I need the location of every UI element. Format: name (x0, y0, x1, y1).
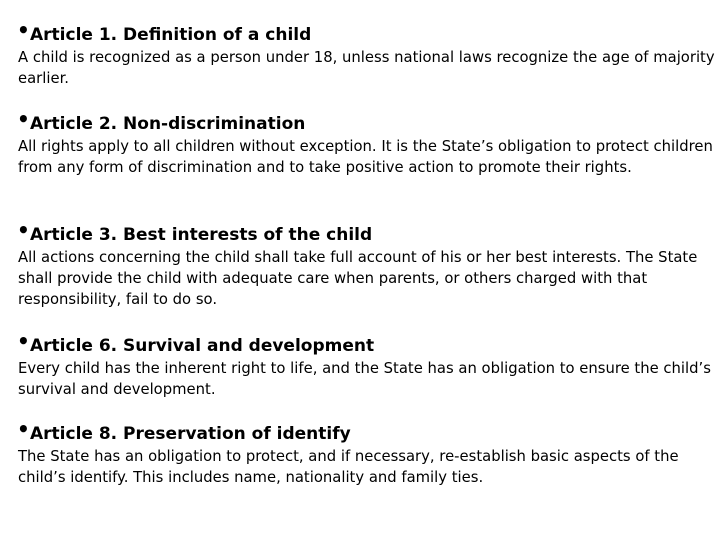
bullet-icon: • (17, 417, 30, 441)
article-heading-text: Article 3. Best interests of the child (30, 225, 373, 245)
article-item (0, 107, 720, 178)
article-heading (0, 18, 720, 46)
article-item (0, 329, 720, 400)
bullet-icon: • (17, 218, 30, 242)
article-body: All actions concerning the child shall take full account of his or her best interests. The State shall provide the child with adequate care when parents, or others charged with that responsibility, fail to do so. (18, 249, 698, 308)
bullet-icon: • (17, 18, 30, 42)
article-body: Every child has the inherent right to life, and the State has an obligation to ensure the child’s survival and development. (18, 360, 711, 398)
article-item (0, 18, 720, 89)
article-heading-text: Article 2. Non-discrimination (30, 114, 306, 134)
article-heading (0, 107, 720, 135)
article-heading-text: Article 8. Preservation of identify (30, 424, 351, 444)
bullet-icon: • (17, 329, 30, 353)
article-heading (0, 417, 720, 445)
article-heading (0, 329, 720, 357)
article-heading-text: Article 1. Definition of a child (30, 25, 312, 45)
article-body: The State has an obligation to protect, and if necessary, re-establish basic aspects of the child’s identify. This includes name, nationality and family ties. (18, 448, 679, 486)
article-body: All rights apply to all children without exception. It is the State’s obligation to protect children from any form of discrimination and to take positive action to promote their rights. (18, 138, 713, 176)
article-body: A child is recognized as a person under 18, unless national laws recognize the age of majority earlier. (18, 49, 715, 87)
article-item (0, 218, 720, 310)
article-heading-text: Article 6. Survival and development (30, 336, 375, 356)
article-item (0, 417, 720, 488)
article-heading (0, 218, 720, 246)
bullet-icon: • (17, 107, 30, 131)
